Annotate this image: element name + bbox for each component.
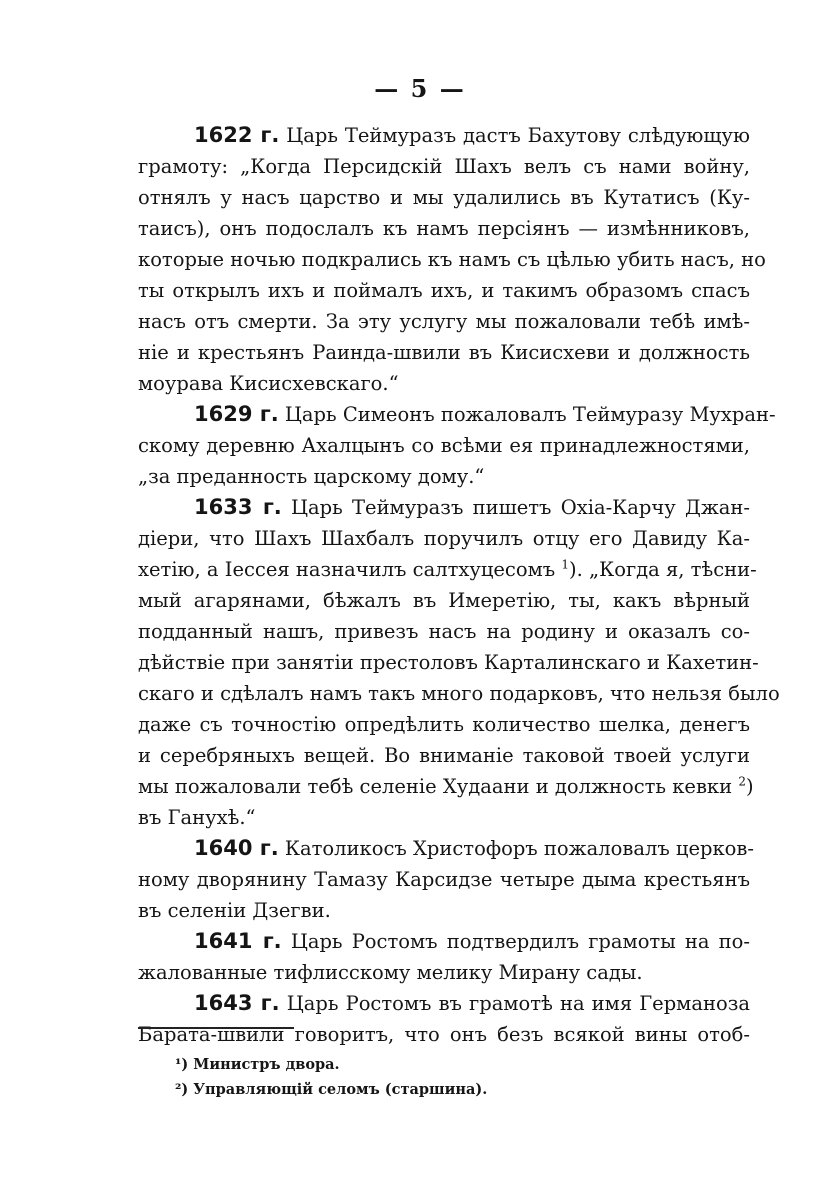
text-line: подданный нашъ, привезъ насъ на родину и оказалъ со- (138, 620, 750, 643)
year-label: 1629 г. (194, 402, 279, 426)
page-number: — 5 — (374, 74, 466, 103)
text-line: скаго и сдѣлалъ намъ такъ много подарковъ, что нельзя было (138, 682, 780, 705)
text-line: и серебряныхъ вещей. Во вниманіе таковой твоей услуги (138, 744, 750, 767)
footnote-mark: ²) (175, 1081, 189, 1098)
text-line: моурава Кисисхевскаго.“ (138, 372, 399, 395)
footnote (175, 1052, 735, 1077)
footnote-divider (138, 1027, 294, 1029)
text-line: дѣйствіе при занятіи престоловъ Карталинскаго и Кахетин- (138, 651, 759, 674)
text-line: 1629 г. Царь Симеонъ пожаловалъ Теймуразу Мухран- (194, 402, 776, 426)
text-line: даже съ точностію опредѣлить количество шелка, денегъ (138, 713, 750, 736)
footnote-text: Министръ двора. (193, 1056, 340, 1073)
footnote-ref: 1 (561, 557, 569, 572)
text-line: въ Ганухѣ.“ (138, 806, 256, 829)
text-line: Барата-швили говоритъ, что онъ безъ всякой вины отоб- (138, 1023, 750, 1046)
text-line: діери, что Шахъ Шахбалъ поручилъ отцу его Давиду Ка- (138, 527, 750, 550)
text-line: въ селеніи Дзегви. (138, 899, 331, 922)
text-line: жалованные тифлисскому мелику Мирану сады. (138, 961, 643, 984)
text-line: мый агарянами, бѣжалъ въ Имеретію, ты, какъ вѣрный (138, 589, 750, 612)
text-line: таисъ), онъ подослалъ къ намъ персіянъ — измѣнниковъ, (138, 217, 750, 240)
text-line: 1622 г. Царь Теймуразъ дастъ Бахутову слѣдующую (194, 123, 750, 147)
text-line: ному дворянину Тамазу Карсидзе четыре дыма крестьянъ (138, 868, 750, 891)
text-line: грамоту: „Когда Персидскій Шахъ велъ съ нами войну, (138, 155, 750, 178)
text-line: насъ отъ смерти. За эту услугу мы пожаловали тебѣ имѣ- (138, 310, 750, 333)
footnotes (175, 1052, 735, 1102)
text-line: 1640 г. Католикосъ Христофоръ пожаловалъ церков- (194, 836, 754, 860)
footnote-mark: ¹) (175, 1056, 189, 1073)
text-line: скому деревню Ахалцынъ со всѣми ея принадлежностями, (138, 434, 750, 457)
footnote-ref: 2 (738, 774, 746, 789)
text-line: которые ночью подкрались къ намъ съ цѣлью убить насъ, но (138, 248, 766, 271)
text-line: ніе и крестьянъ Раинда-швили въ Кисисхеви и должность (138, 341, 750, 364)
year-label: 1641 г. (194, 929, 282, 953)
year-label: 1622 г. (194, 123, 280, 147)
text-line: мы пожаловали тебѣ селеніе Худаани и должность кевки $^2$) (138, 774, 754, 798)
year-label: 1643 г. (194, 991, 280, 1015)
footnote-text: Управляющій селомъ (старшина). (193, 1081, 488, 1098)
text-line: 1641 г. Царь Ростомъ подтвердилъ грамоты на по- (194, 929, 750, 953)
year-label: 1640 г. (194, 836, 279, 860)
text-line: отнялъ у насъ царство и мы удалились въ Кутатисъ (Ку- (138, 186, 750, 209)
text-line: хетію, а Іессея назначилъ салтхуцесомъ $^1$). „Когда я, тѣсни- (138, 557, 757, 581)
year-label: 1633 г. (194, 495, 282, 519)
footnote (175, 1077, 735, 1102)
text-line: „за преданность царскому дому.“ (138, 465, 485, 488)
text-line: 1633 г. Царь Теймуразъ пишетъ Охіа-Карчу Джан- (194, 495, 750, 519)
body-text (138, 120, 780, 1050)
text-line: ты открылъ ихъ и поймалъ ихъ, и такимъ образомъ спасъ (138, 279, 750, 302)
text-line: 1643 г. Царь Ростомъ въ грамотѣ на имя Германоза (194, 991, 750, 1015)
